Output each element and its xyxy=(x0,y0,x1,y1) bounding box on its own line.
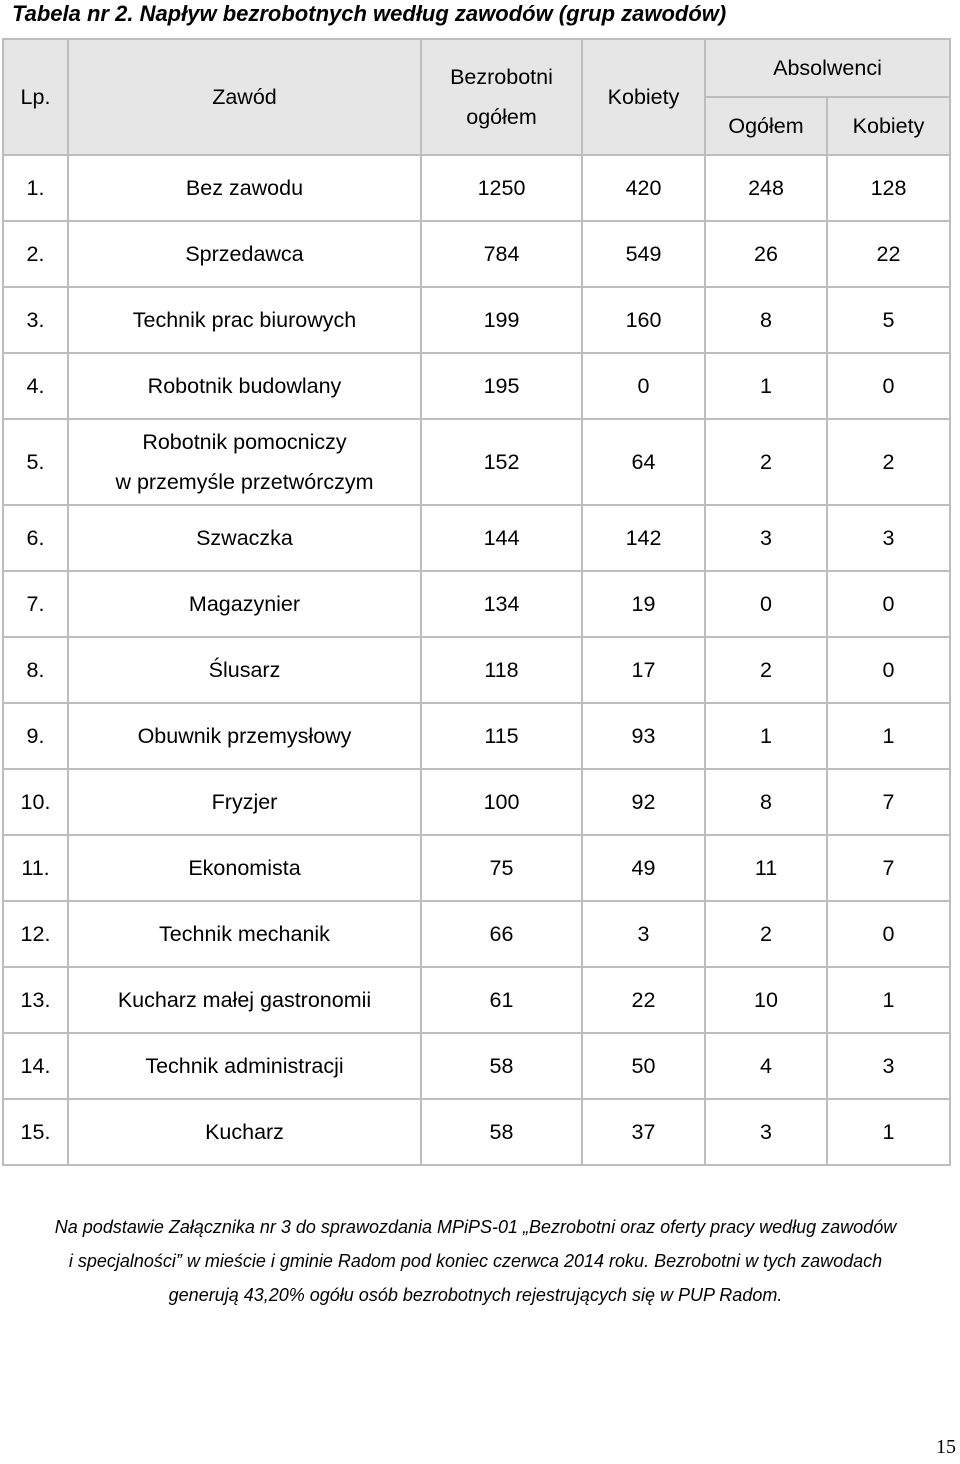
cell-bezrobotni: 61 xyxy=(421,967,582,1033)
cell-abs-kobiety: 1 xyxy=(827,967,950,1033)
cell-lp: 1. xyxy=(3,155,68,221)
cell-abs-ogolem: 4 xyxy=(705,1033,827,1099)
cell-kobiety: 17 xyxy=(582,637,705,703)
cell-abs-kobiety: 0 xyxy=(827,353,950,419)
cell-abs-kobiety: 7 xyxy=(827,769,950,835)
table-row xyxy=(3,835,950,901)
cell-kobiety: 160 xyxy=(582,287,705,353)
cell-abs-kobiety: 1 xyxy=(827,703,950,769)
cell-abs-ogolem: 3 xyxy=(705,505,827,571)
cell-kobiety: 93 xyxy=(582,703,705,769)
cell-bezrobotni: 100 xyxy=(421,769,582,835)
cell-zawod: Ekonomista xyxy=(68,835,421,901)
header-bezrobotni xyxy=(421,39,582,155)
cell-kobiety: 49 xyxy=(582,835,705,901)
cell-abs-kobiety: 7 xyxy=(827,835,950,901)
cell-kobiety: 22 xyxy=(582,967,705,1033)
table-row xyxy=(3,1099,950,1165)
cell-bezrobotni: 115 xyxy=(421,703,582,769)
table-row xyxy=(3,221,950,287)
header-lp: Lp. xyxy=(3,39,68,155)
cell-bezrobotni: 152 xyxy=(421,419,582,505)
cell-abs-ogolem: 248 xyxy=(705,155,827,221)
cell-zawod: Fryzjer xyxy=(68,769,421,835)
notes-line: i specjalności” w mieście i gminie Radom pod koniec czerwca 2014 roku. Bezrobotni w tych zawodach xyxy=(68,1251,883,1271)
cell-lp: 11. xyxy=(3,835,68,901)
cell-bezrobotni: 118 xyxy=(421,637,582,703)
cell-abs-kobiety: 22 xyxy=(827,221,950,287)
cell-zawod-line2: w przemyśle przetwórczym xyxy=(115,470,374,494)
cell-lp: 3. xyxy=(3,287,68,353)
cell-kobiety: 37 xyxy=(582,1099,705,1165)
cell-abs-kobiety: 3 xyxy=(827,505,950,571)
cell-bezrobotni: 195 xyxy=(421,353,582,419)
header-kobiety: Kobiety xyxy=(582,39,705,155)
cell-abs-kobiety: 128 xyxy=(827,155,950,221)
cell-abs-ogolem: 1 xyxy=(705,353,827,419)
cell-bezrobotni: 784 xyxy=(421,221,582,287)
cell-zawod: Obuwnik przemysłowy xyxy=(68,703,421,769)
cell-zawod: Robotnik budowlany xyxy=(68,353,421,419)
table-row xyxy=(3,419,950,505)
cell-abs-ogolem: 11 xyxy=(705,835,827,901)
table-caption: Tabela nr 2. Napływ bezrobotnych według zawodów (grup zawodów) xyxy=(12,1,727,26)
cell-abs-kobiety: 3 xyxy=(827,1033,950,1099)
cell-kobiety: 3 xyxy=(582,901,705,967)
cell-kobiety: 549 xyxy=(582,221,705,287)
table-row xyxy=(3,703,950,769)
cell-bezrobotni: 1250 xyxy=(421,155,582,221)
cell-lp: 14. xyxy=(3,1033,68,1099)
cell-abs-ogolem: 8 xyxy=(705,287,827,353)
cell-lp: 10. xyxy=(3,769,68,835)
cell-abs-ogolem: 3 xyxy=(705,1099,827,1165)
source-notes xyxy=(2,1210,949,1312)
cell-zawod: Technik mechanik xyxy=(68,901,421,967)
cell-abs-ogolem: 2 xyxy=(705,637,827,703)
cell-kobiety: 142 xyxy=(582,505,705,571)
cell-kobiety: 50 xyxy=(582,1033,705,1099)
cell-lp: 13. xyxy=(3,967,68,1033)
cell-zawod: Ślusarz xyxy=(68,637,421,703)
header-abs-ogolem: Ogółem xyxy=(705,97,827,155)
header-zawod: Zawód xyxy=(68,39,421,155)
table-row xyxy=(3,967,950,1033)
header-bezrobotni-line2: ogółem xyxy=(466,105,537,129)
cell-zawod: Technik administracji xyxy=(68,1033,421,1099)
cell-bezrobotni: 199 xyxy=(421,287,582,353)
cell-abs-ogolem: 1 xyxy=(705,703,827,769)
table-row xyxy=(3,287,950,353)
cell-kobiety: 64 xyxy=(582,419,705,505)
cell-bezrobotni: 75 xyxy=(421,835,582,901)
table-row xyxy=(3,769,950,835)
cell-zawod: Kucharz xyxy=(68,1099,421,1165)
table-row xyxy=(3,1033,950,1099)
cell-zawod: Sprzedawca xyxy=(68,221,421,287)
page-number: 15 xyxy=(936,1436,956,1458)
cell-lp: 8. xyxy=(3,637,68,703)
table-row xyxy=(3,901,950,967)
cell-lp: 12. xyxy=(3,901,68,967)
table-row xyxy=(3,353,950,419)
cell-zawod: Bez zawodu xyxy=(68,155,421,221)
cell-lp: 9. xyxy=(3,703,68,769)
cell-lp: 5. xyxy=(3,419,68,505)
cell-lp: 4. xyxy=(3,353,68,419)
cell-bezrobotni: 134 xyxy=(421,571,582,637)
cell-abs-ogolem: 2 xyxy=(705,901,827,967)
cell-zawod: Technik prac biurowych xyxy=(68,287,421,353)
cell-bezrobotni: 66 xyxy=(421,901,582,967)
cell-lp: 7. xyxy=(3,571,68,637)
cell-bezrobotni: 58 xyxy=(421,1033,582,1099)
header-bezrobotni-line1: Bezrobotni xyxy=(450,65,553,89)
cell-abs-kobiety: 0 xyxy=(827,571,950,637)
cell-bezrobotni: 58 xyxy=(421,1099,582,1165)
cell-abs-ogolem: 8 xyxy=(705,769,827,835)
cell-lp: 6. xyxy=(3,505,68,571)
cell-abs-kobiety: 2 xyxy=(827,419,950,505)
header-abs-kobiety: Kobiety xyxy=(827,97,950,155)
cell-zawod-line1: Robotnik pomocniczy xyxy=(142,430,347,454)
table-row xyxy=(3,637,950,703)
table-row xyxy=(3,571,950,637)
cell-abs-ogolem: 10 xyxy=(705,967,827,1033)
cell-abs-ogolem: 26 xyxy=(705,221,827,287)
cell-abs-kobiety: 0 xyxy=(827,637,950,703)
unemployment-table xyxy=(2,38,951,1166)
cell-kobiety: 0 xyxy=(582,353,705,419)
cell-bezrobotni: 144 xyxy=(421,505,582,571)
cell-kobiety: 19 xyxy=(582,571,705,637)
header-row xyxy=(3,39,950,97)
cell-zawod: Szwaczka xyxy=(68,505,421,571)
cell-abs-ogolem: 2 xyxy=(705,419,827,505)
table-row xyxy=(3,155,950,221)
table-row xyxy=(3,505,950,571)
cell-kobiety: 92 xyxy=(582,769,705,835)
cell-zawod: Magazynier xyxy=(68,571,421,637)
cell-abs-kobiety: 0 xyxy=(827,901,950,967)
notes-line: Na podstawie Załącznika nr 3 do sprawozdania MPiPS-01 „Bezrobotni oraz oferty pracy według zawodów xyxy=(54,1217,897,1237)
cell-lp: 2. xyxy=(3,221,68,287)
cell-abs-ogolem: 0 xyxy=(705,571,827,637)
header-absolwenci: Absolwenci xyxy=(705,39,950,97)
cell-abs-kobiety: 1 xyxy=(827,1099,950,1165)
cell-abs-kobiety: 5 xyxy=(827,287,950,353)
notes-line: generują 43,20% ogółu osób bezrobotnych rejestrujących się w PUP Radom. xyxy=(168,1285,783,1305)
cell-kobiety: 420 xyxy=(582,155,705,221)
cell-zawod xyxy=(68,419,421,505)
cell-lp: 15. xyxy=(3,1099,68,1165)
cell-zawod: Kucharz małej gastronomii xyxy=(68,967,421,1033)
